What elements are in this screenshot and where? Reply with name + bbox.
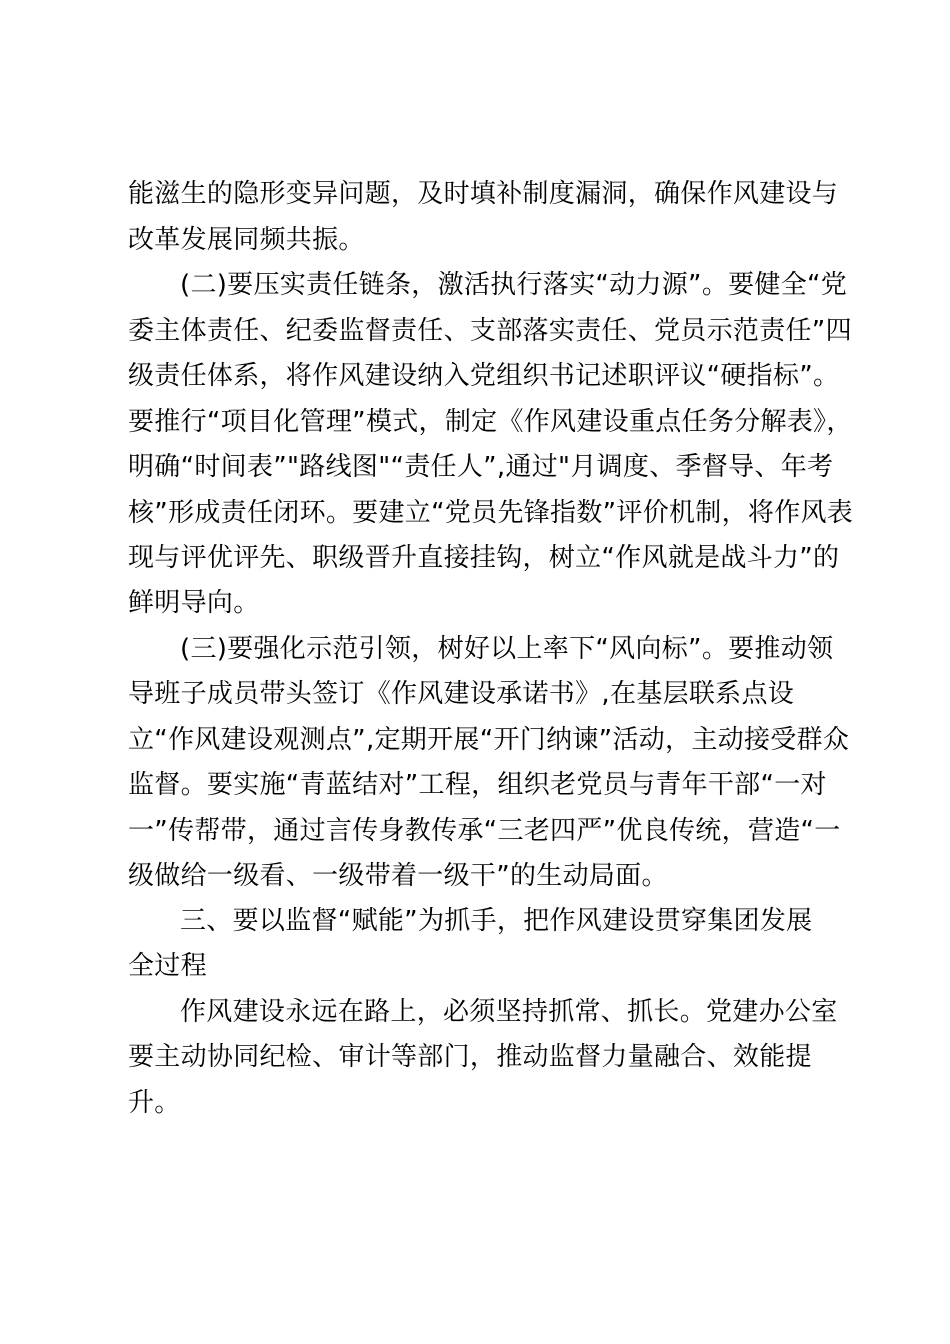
paragraph-heading-3: (三)要强化示范引领，树好以上率下“风向标”。要推动领	[180, 634, 834, 664]
text-line: 鲜明导向。	[128, 588, 260, 618]
text-line: 要主动协同纪检、审计等部门，推动监督力量融合、效能提	[128, 1042, 812, 1072]
text-line: 核”形成责任闭环。要建立“党员先锋指数”评价机制，将作风表	[128, 498, 854, 528]
text-line: 委主体责任、纪委监督责任、支部落实责任、党员示范责任”四	[128, 316, 852, 346]
text-line: 升。	[128, 1088, 181, 1118]
section-heading: 三、要以监督“赋能”为抓手，把作风建设贯穿集团发展	[180, 906, 813, 936]
text-line: 现与评优评先、职级晋升直接挂钩，树立“作风就是战斗力”的	[128, 543, 840, 573]
text-line: 能滋生的隐形变异问题，及时填补制度漏洞，确保作风建设与	[128, 179, 839, 209]
text-line: 级责任体系，将作风建设纳入党组织书记述职评议“硬指标”。	[128, 361, 840, 391]
text-line: 要推行“项目化管理”模式，制定《作风建设重点任务分解表》，	[128, 407, 853, 437]
text-line: 作风建设永远在路上，必须坚持抓常、抓长。党建办公室	[180, 997, 838, 1027]
text-line: 监督。要实施“青蓝结对”工程，组织老党员与青年干部“一对	[128, 770, 827, 800]
text-line: 一”传帮带，通过言传身教传承“三老四严”优良传统，营造“一	[128, 816, 841, 846]
text-line: 改革发展同频共振。	[128, 225, 365, 255]
paragraph-heading-2: (二)要压实责任链条，激活执行落实“动力源”。要健全“党	[180, 270, 848, 300]
text-line: 导班子成员带头签订《作风建设承诺书》,在基层联系点设	[128, 679, 795, 709]
section-heading-cont: 全过程	[128, 951, 207, 981]
text-line: 明确“时间表”"路线图"“责任人”,通过"月调度、季督导、年考	[128, 452, 834, 482]
text-line: 立“作风建设观测点”,定期开展“开门纳谏”活动，主动接受群众	[128, 725, 850, 755]
text-line: 级做给一级看、一级带着一级干”的生动局面。	[128, 861, 668, 891]
